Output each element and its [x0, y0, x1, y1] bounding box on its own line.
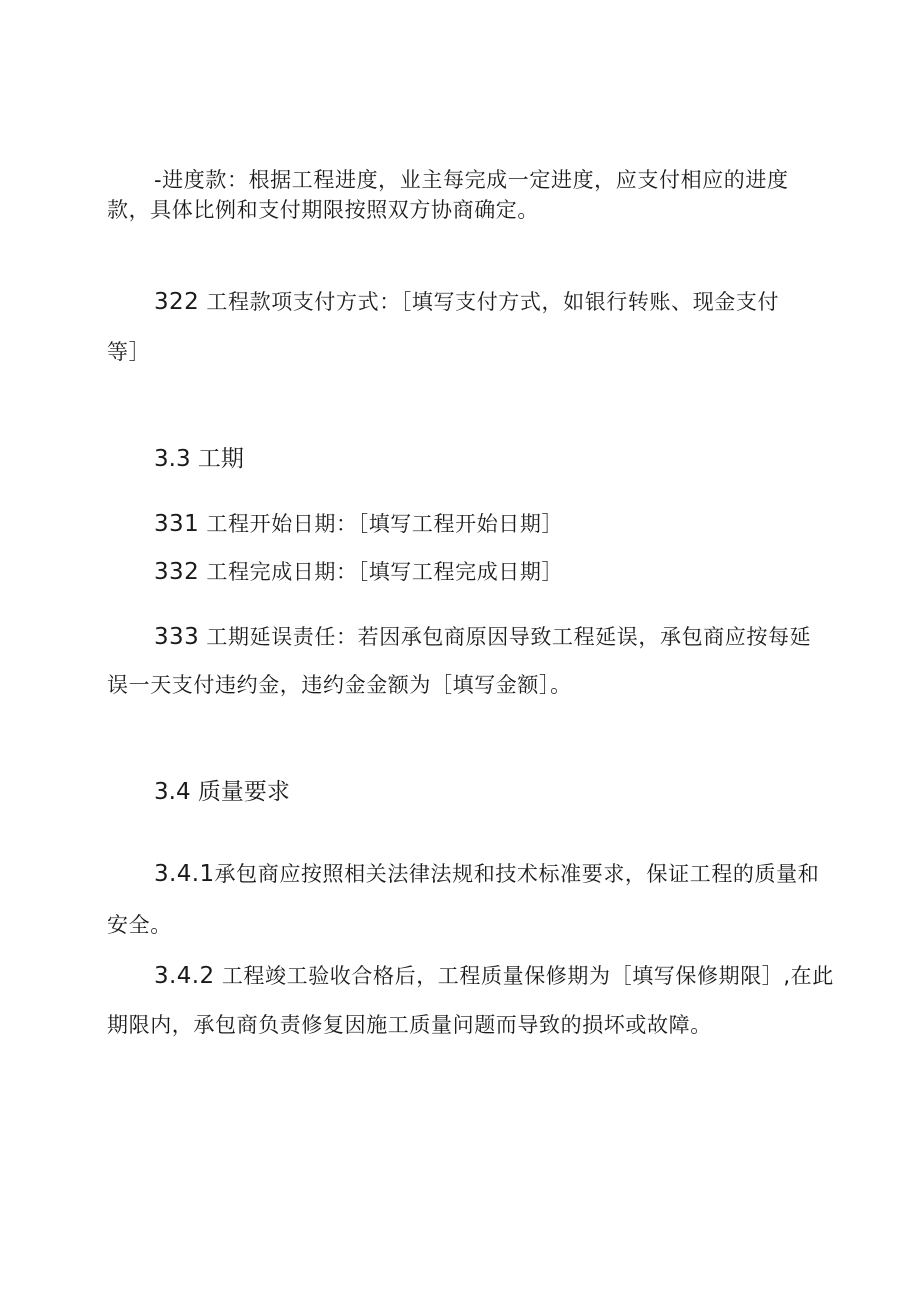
clause-number: 333 [154, 624, 200, 650]
clause-text: 工程款项支付方式：［填写支付方式，如银行转账、现金支付 [206, 290, 780, 314]
clause-text: 工程完成日期：［填写工程完成日期］ [206, 560, 564, 584]
clause-text: 工程开始日期：［填写工程开始日期］ [206, 512, 564, 536]
clause-number: 332 [154, 559, 200, 585]
section-heading-schedule: 3.3 工期 [154, 446, 244, 472]
clause-text: 承包商应按照相关法律法规和技术标准要求，保证工程的质量和 [214, 862, 820, 886]
clause-number: 322 [154, 289, 200, 315]
clause-number: 331 [154, 511, 200, 537]
clause-322-line-2: 等］ [107, 340, 151, 364]
clause-number: 3.4.2 [154, 963, 215, 989]
clause-333 [154, 625, 811, 649]
clause-3-4-2-line-2: 期限内，承包商负责修复因施工质量问题而导致的损坏或故障。 [107, 1013, 712, 1037]
clause-text: 工期延误责任：若因承包商原因导致工程延误，承包商应按每延 [206, 625, 812, 649]
clause-3-4-1-line-2: 安全。 [107, 913, 172, 937]
progress-payment-line-2: 款，具体比例和支付期限按照双方协商确定。 [107, 198, 539, 222]
clause-number: 3.4.1 [154, 861, 215, 887]
clause-322 [154, 290, 779, 314]
progress-payment-line-1: -进度款：根据工程进度，业主每完成一定进度，应支付相应的进度 [154, 168, 789, 192]
section-heading-quality: 3.4 质量要求 [154, 779, 290, 805]
clause-3-4-2 [154, 964, 834, 988]
clause-3-4-1 [154, 862, 819, 886]
clause-333-line-2: 误一天支付违约金，违约金金额为［填写金额］。 [107, 673, 572, 697]
clause-text: 工程竣工验收合格后，工程质量保修期为［填写保修期限］,在此 [221, 964, 834, 988]
clause-331 [154, 512, 563, 536]
clause-332 [154, 560, 563, 584]
